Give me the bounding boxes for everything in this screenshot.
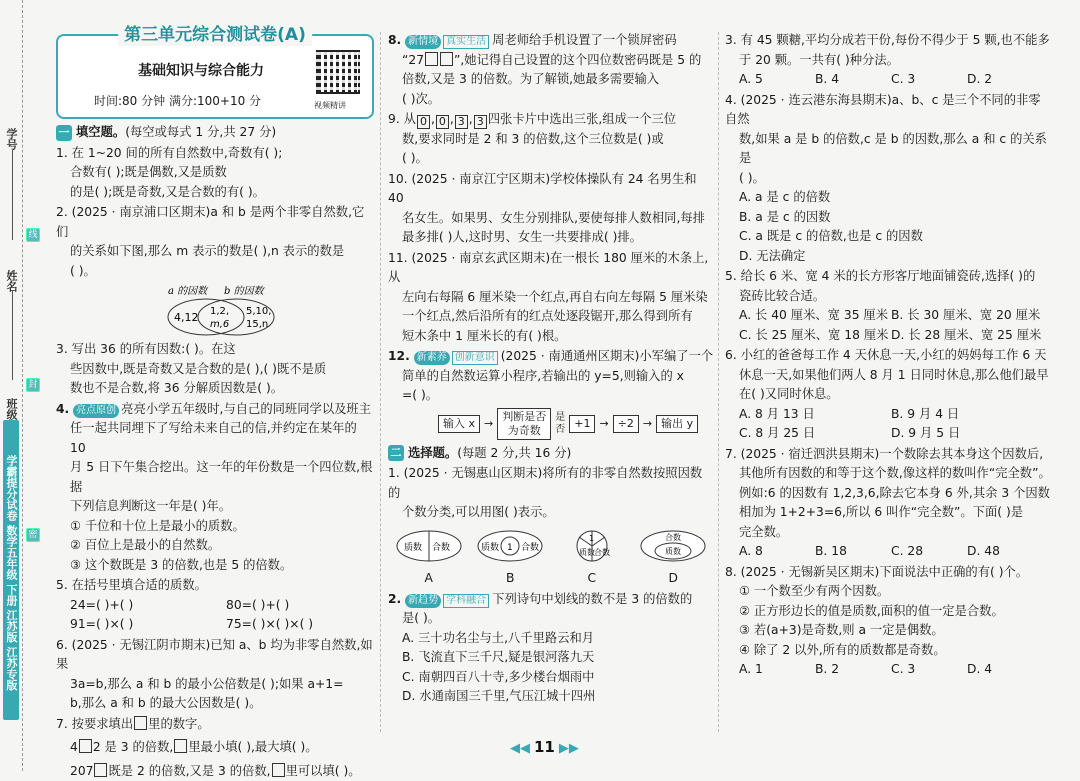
text-line: 亮亮小学五年级时,与自己的同班同学以及班主 [121,402,371,416]
option-c[interactable]: C. 28 [891,542,967,562]
option-c[interactable]: C. a 既是 c 的倍数,也是 c 的因数 [725,227,1051,247]
class-label: 班级 [3,398,19,420]
text-line: ( )。 [56,262,374,282]
question-9: 9. 从 0 , 0 , 3 , 3 四张卡片中选出三张,组成一个三位 数,要求同时是 2 和 3 的倍数,这个三位数是( )或 ( )。 [388,110,714,169]
option-c[interactable]: C. 8 月 25 日 [739,424,891,444]
next-page-icon[interactable]: ▶▶ [559,741,579,756]
binding-margin [0,0,44,771]
text-line: 任一起共同埋下了写给未来自己的信,并约定在某年的 10 [56,419,374,458]
interdisciplinary-tag: 学科融合 [443,594,489,608]
section-title: 选择题。 [408,444,457,464]
divide-two-box: ÷2 [613,415,639,433]
seal-mark-seal: 封 [26,378,40,392]
section-title: 填空题。 [76,123,125,143]
label-a: a 的因数 [168,285,209,297]
option-b[interactable]: B. 飞流直下三千尺,疑是银河落九天 [388,648,714,668]
question-7: 7. 按要求填出 里的数字。 4 2 是 3 的倍数, 里最小填( ),最大填( )。 207 既是 2 的倍数,又是 3 的倍数, 里可以填( )。 [56,715,374,781]
plus-one-box: +1 [569,415,595,433]
right-values-2: 15,n [246,319,268,330]
student-id-label: 学号 [3,128,19,150]
blank-box[interactable] [79,739,92,753]
blank-box[interactable] [174,739,187,753]
new-literacy-tag: 新素养 [414,351,450,365]
question-4: 4. 亮点原创 亮亮小学五年级时,与自己的同班同学以及班主 任一起共同埋下了写给未来自己的信,并约定在某年的 10 月 5 日下午集合挖出。这一年的年份数是一个四位数,根据 下列信息判断这一年是( )年。 ① 千位和十位上是最小的质数。 ② 百位上是最小的自然数。 ③ 这个数既是 3 的倍数,也是 5 的倍数。 [56,400,374,576]
section-fill-in [56,123,374,143]
blank-box[interactable] [425,52,438,66]
venn-option-c[interactable] [557,529,627,589]
text-line: ( )。 [388,149,714,169]
mid-values-2: m,6 [210,319,229,330]
option-c[interactable]: C. 长 25 厘米、宽 18 厘米 [739,326,891,346]
option-c[interactable]: C. 南朝四百八十寺,多少楼台烟雨中 [388,668,714,688]
option-b[interactable]: B. 长 30 厘米、宽 20 厘米 [891,306,1040,326]
equation: 80=( )+( ) [226,596,289,616]
digit-card: 0 [436,115,449,129]
svg-text:合数: 合数 [665,532,681,542]
column-middle [388,30,714,707]
seal-mark-secret: 密 [26,528,40,542]
page-number: 11 [534,738,555,756]
clue-item: ② 百位上是最小的自然数。 [56,536,374,556]
svg-text:合数: 合数 [432,541,450,553]
no-branch: 否 [555,424,565,436]
option-letter: C [557,569,627,589]
question-3 [56,340,374,399]
svg-text:1: 1 [507,543,513,553]
test-meta: 时间:80 分钟 满分:100+10 分 [94,92,261,112]
option-letter: D [638,569,708,589]
page-footer [510,738,579,756]
choice-8: 8. (2025 · 无锡新吴区期末)下面说法中正确的有( )个。 ① 一个数至少有两个因数。 ② 正方形边长的值是质数,面积的值一定是合数。 ③ 若(a+3)是奇数,则 a 一定是偶数。 ④ 除了 2 以外,所有的质数都是奇数。 A. 1 B. 2 C. 3 D. 4 [725,563,1051,680]
left-values: 4,12 [174,311,199,324]
equation: 24=( )+( ) [70,596,220,616]
option-b[interactable]: B. 9 月 4 日 [891,405,959,425]
option-d[interactable]: D. 无法确定 [725,247,1051,267]
series-banner: 学霸提分试卷 数学五年级 下册 江苏版 江苏专版 [3,420,19,720]
svg-text:质数: 质数 [481,541,499,553]
text-line: 月 5 日下午集合挖出。这一年的年份数是一个四位数,根据 [56,458,374,497]
statement-item: ② 正方形边长的值是质数,面积的值一定是合数。 [725,602,1051,622]
section-note: (每题 2 分,共 16 分) [457,444,571,464]
seal-mark-line: 线 [26,228,40,242]
input-box: 输入 x [438,415,480,433]
section-note: (每空或每式 1 分,共 27 分) [125,123,276,143]
choice-7: 7. (2025 · 宿迁泗洪县期末)一个数除去其本身这个因数后, 其他所有因数的和等于这个数,像这样的数叫作“完全数”。 例如:6 的因数有 1,2,3,6,除去它本身 6 外,其余 3 个因数 相加为 1+2+3=6,所以 6 叫作“完全数”。下面( )是 完全数。 A. 8 B. 18 C. 28 D. 48 [725,445,1051,562]
equation: 75=( )×( )×( ) [226,615,313,635]
text-line: b,那么 a 和 b 的最大公因数是( )。 [56,694,374,714]
text-line: 数,要求同时是 2 和 3 的倍数,这个三位数是( )或 [388,130,714,150]
text-line: 5. 在括号里填合适的质数。 [56,576,374,596]
equation: 91=( )×( ) [70,615,220,635]
choice-2: 2. 新趋势 学科融合 下列诗句中划线的数不是 3 的倍数的 是( )。 A. 三十功名尘与土,八千里路云和月 B. 飞流直下三千尺,疑是银河落九天 C. 南朝四百八十寺,多少楼台烟雨中 D. 水通南国三千里,气压江城十四州 [388,590,714,707]
option-d[interactable]: D. 4 [967,660,1043,680]
real-life-tag: 真实生活 [443,35,489,49]
question-11: 11. (2025 · 南京玄武区期末)在一根长 180 厘米的木条上,从 左向右每隔 6 厘米染一个红点,再自右向左每隔 5 厘米染 一个红点,然后沿所有的红点处逐段锯开,那么得到所有 短木条中 1 厘米长的有( )根。 [388,249,714,347]
option-a[interactable]: A. 长 40 厘米、宽 35 厘米 [739,306,891,326]
option-b[interactable]: B. 18 [815,542,891,562]
svg-text:1: 1 [589,534,594,543]
digit-card: 3 [474,115,487,129]
program-flowchart: 输入 x → 判断是否 为奇数 是 否 +1 → ÷2 → 输出 y [388,408,714,440]
question-5 [56,576,374,635]
svg-text:质数: 质数 [579,547,595,557]
venn-option-d[interactable] [638,529,708,589]
option-b[interactable]: B. 2 [815,660,891,680]
column-right [725,30,1051,680]
output-box: 输出 y [656,415,698,433]
highlight-tag: 亮点原创 [73,404,119,418]
question-6 [56,636,374,714]
text-line: 合数有( );既是偶数,又是质数 [56,163,374,183]
test-header [56,34,374,119]
section-number: 二 [388,445,404,461]
option-a[interactable]: A. 三十功名尘与土,八千里路云和月 [388,629,714,649]
question-1-2 [56,144,374,282]
choice-1: 1. (2025 · 无锡惠山区期末)将所有的非零自然数按照因数的 个数分类,可以用图( )表示。 质数 合数 A 质数 1 合数 B 质数 1 合数 C 合数 质数 D [388,464,714,589]
text-line: 1. 在 1~20 间的所有自然数中,奇数有( ); [56,144,374,164]
blank-box[interactable] [272,763,285,777]
option-d[interactable]: D. 48 [967,542,1043,562]
blank-box[interactable] [94,763,107,777]
text-line: 3a=b,那么 a 和 b 的最小公倍数是( );如果 a+1= [56,675,374,695]
digit-card: 0 [417,115,430,129]
column-left [56,30,374,781]
option-d[interactable]: D. 2 [967,70,1043,90]
text-line: 2. (2025 · 南京浦口区期末)a 和 b 是两个非零自然数,它们 [56,203,374,242]
option-b[interactable]: B. 4 [815,70,891,90]
choice-6: 6. 小红的爸爸每工作 4 天休息一天,小红的妈妈每工作 6 天 休息一天,如果他们两人 8 月 1 日同时休息,那么他们最早 在( )又同时休息。 A. 8 月 13 日 B. 9 月 4 日 C. 8 月 25 日 D. 9 月 5 日 [725,346,1051,444]
text-line: 倍数,又是 3 的倍数。为了解锁,她最多需要输入 [388,70,714,90]
option-a[interactable]: A. a 是 c 的倍数 [725,188,1051,208]
text-line: 的关系如下图,那么 m 表示的数是( ),n 表示的数是 [56,242,374,262]
right-values-1: 5,10, [246,306,271,317]
mid-values-1: 1,2, [210,306,229,317]
option-letter: B [475,569,545,589]
option-b[interactable]: B. a 是 c 的因数 [725,208,1051,228]
text-line: 的是( );既是奇数,又是合数的有( )。 [56,183,374,203]
option-a[interactable]: A. 8 月 13 日 [739,405,891,425]
text-line: 3. 写出 36 的所有因数:( )。在这 [56,340,374,360]
venn-svg [56,281,374,339]
new-trend-tag: 新趋势 [405,594,441,608]
question-12: 12. 新素养 创新意识 (2025 · 南通通州区期末)小军编了一个 简单的自然数运算小程序,若输出的 y=5,则输入的 x =( )。 输入 x → 判断是否 为奇数 是 否 +1 → ÷2 → 输出 y [388,347,714,440]
arrow-icon: → [484,414,493,434]
option-d[interactable]: D. 水通南国三千里,气压江城十四州 [388,687,714,707]
text-line: 些因数中,既是奇数又是合数的是( ),( )既不是质 [56,360,374,380]
question-10: 10. (2025 · 南京江宁区期末)学校体操队有 24 名男生和 40 名女生。如果男、女生分别排队,要使每排人数相同,每排 最多排( )人,这时男、女生一共要排成( )排。 [388,170,714,248]
choice-3: 3. 有 45 颗糖,平均分成若干份,每份不得少于 5 颗,也不能多 于 20 颗。一共有( )种分法。 A. 5 B. 4 C. 3 D. 2 [725,31,1051,90]
blank-box[interactable] [134,716,147,730]
statement-item: ① 一个数至少有两个因数。 [725,582,1051,602]
text-line: ( )次。 [388,90,714,110]
option-a[interactable]: A. 8 [739,542,815,562]
option-c[interactable]: C. 3 [891,660,967,680]
section-choice [388,444,714,464]
question-8: 8. 新情境 真实生活 周老师给手机设置了一个锁屏密码 “27 ”,她记得自己设置的这个四位数密码既是 5 的 倍数,又是 3 的倍数。为了解锁,她最多需要输入 ( )次。 [388,31,714,109]
digit-card: 3 [455,115,468,129]
option-d[interactable]: D. 长 28 厘米、宽 25 厘米 [891,326,1041,346]
cut-line [22,0,23,771]
option-a[interactable]: A. 1 [739,660,815,680]
svg-text:质数: 质数 [665,546,681,556]
venn-options [388,529,714,589]
svg-text:质数: 质数 [404,541,422,553]
clue-item: ① 千位和十位上是最小的质数。 [56,517,374,537]
text-line: 下列信息判断这一年是( )年。 [56,497,374,517]
option-c[interactable]: C. 3 [891,70,967,90]
text-line: 数也不是合数,将 36 分解质因数是( )。 [56,379,374,399]
text-line: 6. (2025 · 无锡江阴市期末)已知 a、b 均为非零自然数,如果 [56,636,374,675]
svg-text:合数: 合数 [521,541,539,553]
statement-item: ④ 除了 2 以外,所有的质数都是奇数。 [725,641,1051,661]
section-number: 一 [56,125,72,141]
name-label: 姓名 [3,270,19,292]
prev-page-icon[interactable]: ◀◀ [510,741,530,756]
test-subtitle: 基础知识与综合能力 [138,62,264,82]
venn-option-b[interactable] [475,529,545,589]
statement-item: ③ 若(a+3)是奇数,则 a 一定是偶数。 [725,621,1051,641]
label-b: b 的因数 [224,285,266,297]
choice-5: 5. 给长 6 米、宽 4 米的长方形客厅地面铺瓷砖,选择( )的 瓷砖比较合适。 A. 长 40 厘米、宽 35 厘米 B. 长 30 厘米、宽 20 厘米 C. 长 25 厘米、宽 18 厘米 D. 长 28 厘米、宽 25 厘米 [725,267,1051,345]
judge-box: 判断是否 为奇数 [497,408,551,440]
blank-box[interactable] [440,52,453,66]
qr-label: 视频精讲 [314,96,346,116]
new-context-tag: 新情境 [405,35,441,49]
factor-venn-diagram [56,281,374,339]
choice-4: 4. (2025 · 连云港东海县期末)a、b、c 是三个不同的非零自然 数,如果 a 是 b 的倍数,c 是 b 的因数,那么 a 和 c 的关系是 ( )。 A. a 是 c 的倍数 B. a 是 c 的因数 C. a 既是 c 的倍数,也是 c 的因数 D. 无法确定 [725,91,1051,267]
venn-option-a[interactable] [394,529,464,589]
option-letter: A [394,569,464,589]
option-d[interactable]: D. 9 月 5 日 [891,424,960,444]
clue-item: ③ 这个数既是 3 的倍数,也是 5 的倍数。 [56,556,374,576]
option-a[interactable]: A. 5 [739,70,815,90]
test-title: 第三单元综合测试卷(A) [118,26,312,46]
svg-text:合数: 合数 [594,547,610,557]
yes-branch: 是 [555,412,565,424]
innovation-tag: 创新意识 [452,351,498,365]
